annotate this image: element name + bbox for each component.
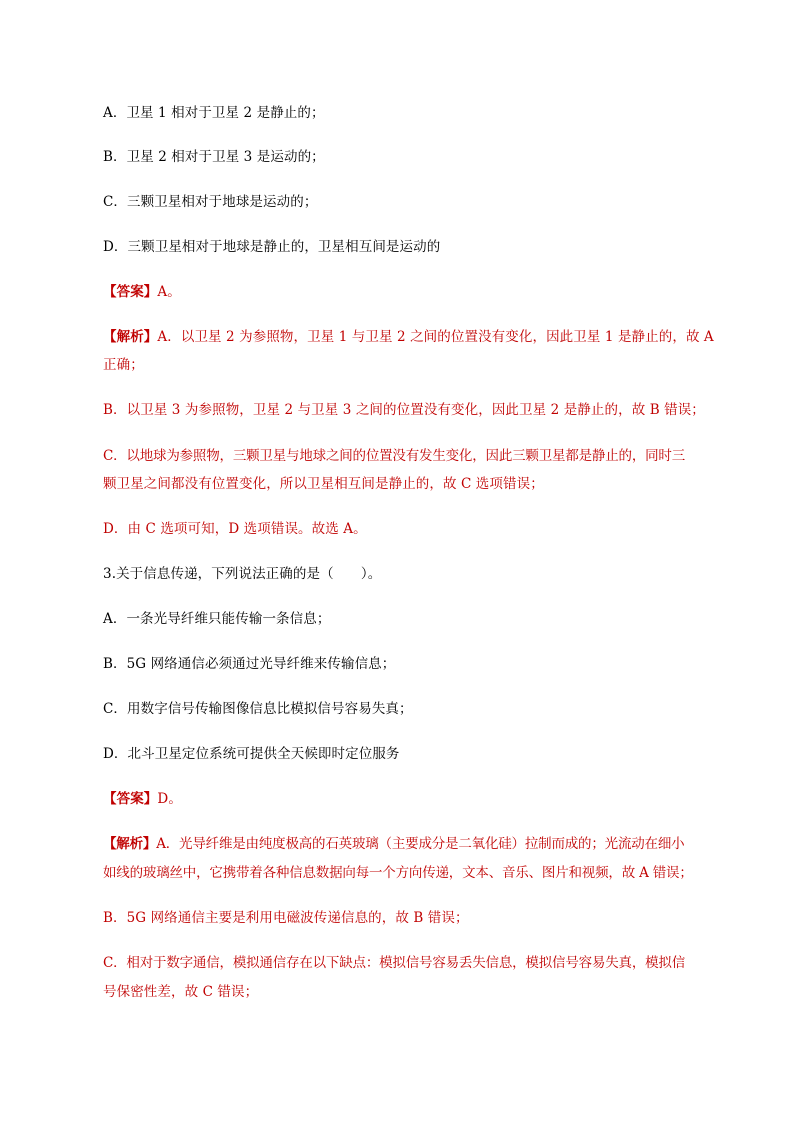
q3-analysis-text-1: A．光导纤维是由纯度极高的石英玻璃（主要成分是二氧化硅）拉制而成的；光流动在细小 [156, 836, 685, 852]
q2-option-b: B．卫星 2 相对于卫星 3 是运动的； [103, 149, 325, 165]
q2-analysis-line-2: 正确； [103, 357, 144, 373]
q3-answer [103, 789, 721, 809]
q2-answer [103, 282, 721, 302]
q3-analysis-line-5: 号保密性差，故 C 错误； [103, 984, 259, 1000]
q2-answer-value: A。 [157, 284, 181, 300]
q2-analysis-line-4: C．以地球为参照物，三颗卫星与地球之间的位置没有发生变化，因此三颗卫星都是静止的，同时三 [103, 448, 686, 464]
q2-analysis-line-5: 颗卫星之间都没有位置变化，所以卫星相互间是静止的，故 C 选项错误； [103, 476, 544, 492]
q2-analysis-line-6: D．由 C 选项可知，D 选项错误。故选 A。 [103, 521, 367, 537]
q3-answer-value: D。 [157, 791, 182, 807]
q3-option-d: D．北斗卫星定位系统可提供全天候即时定位服务 [103, 746, 400, 762]
q2-option-a: A．卫星 1 相对于卫星 2 是静止的； [103, 105, 325, 121]
q2-option-d: D．三颗卫星相对于地球是静止的，卫星相互间是运动的 [103, 239, 441, 255]
q3-option-b: B．5G 网络通信必须通过光导纤维来传输信息； [103, 656, 396, 672]
q3-analysis-label: 【解析】 [103, 836, 157, 852]
q2-analysis-line-3: B．以卫星 3 为参照物，卫星 2 与卫星 3 之间的位置没有变化，因此卫星 2 是静止的，故 B 错误； [103, 402, 705, 418]
q3-analysis-line-3: B．5G 网络通信主要是利用电磁波传递信息的，故 B 错误； [103, 910, 469, 926]
q3-analysis-line-4: C．相对于数字通信，模拟通信存在以下缺点：模拟信号容易丢失信息，模拟信号容易失真，模拟信 [103, 955, 686, 971]
q3-option-c: C．用数字信号传输图像信息比模拟信号容易失真； [103, 701, 413, 717]
q3-analysis-line-1 [103, 834, 721, 854]
q2-analysis-label: 【解析】 [103, 329, 158, 345]
q3-option-a: A．一条光导纤维只能传输一条信息； [103, 611, 331, 627]
q2-analysis-text-1: A．以卫星 2 为参照物，卫星 1 与卫星 2 之间的位置没有变化，因此卫星 1 是静止的，故 A [157, 329, 714, 345]
q3-analysis-line-2: 如线的玻璃丝中，它携带着各种信息数据向每一个方向传递，文本、音乐、图片和视频，故 A 错误； [103, 865, 693, 881]
q3-answer-label: 【答案】 [103, 791, 158, 807]
q2-option-c: C．三颗卫星相对于地球是运动的； [103, 194, 318, 210]
q2-answer-label: 【答案】 [103, 284, 158, 300]
q3-stem: 3.关于信息传递，下列说法正确的是（ ）。 [103, 566, 382, 582]
q2-analysis-line-1 [103, 327, 721, 347]
